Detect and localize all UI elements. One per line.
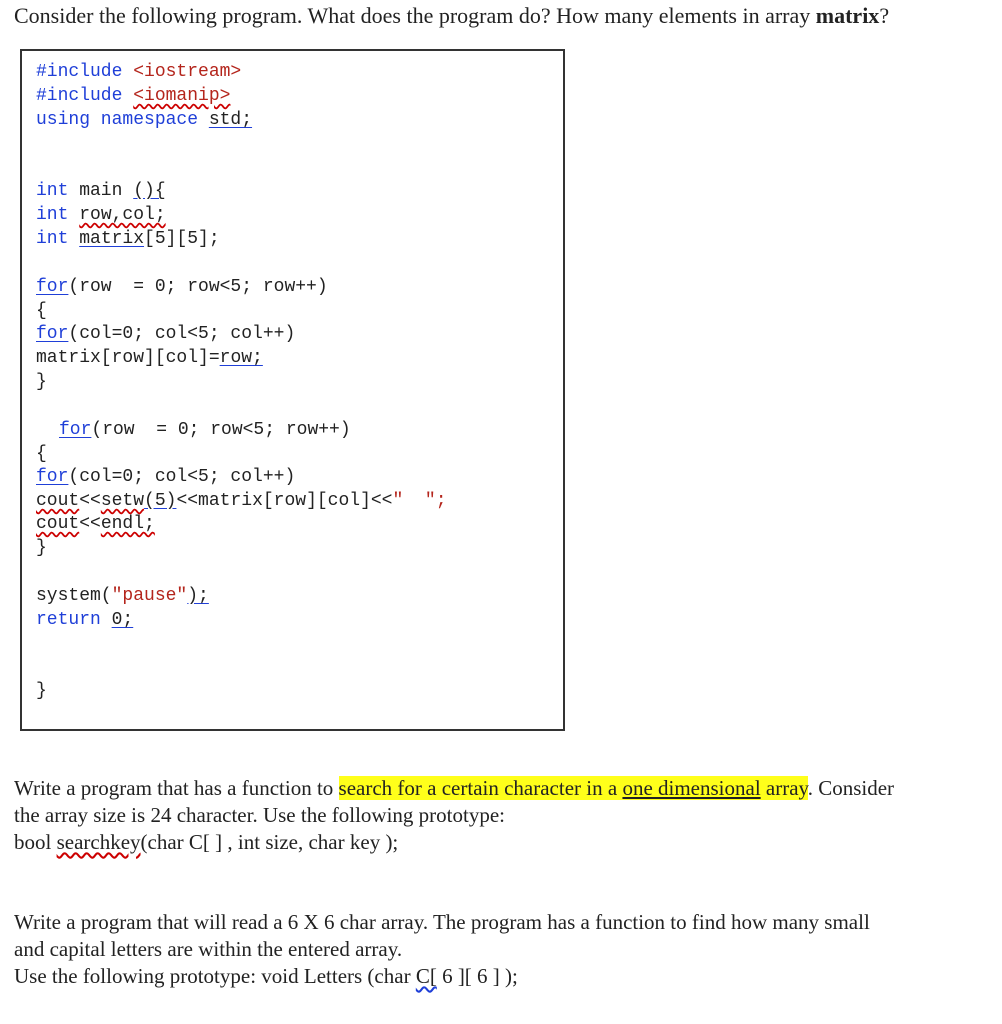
- code-line: }: [36, 372, 47, 392]
- code-line: int matrix[5][5];: [36, 229, 220, 249]
- question-1: [14, 3, 889, 29]
- question-2: [14, 775, 894, 856]
- q1-suffix: ?: [879, 3, 890, 28]
- q1-text: Consider the following program. What does the program do? How many elements in array: [14, 3, 816, 28]
- code-line: for(row = 0; row<5; row++): [36, 277, 328, 297]
- code-line: system("pause");: [36, 586, 209, 606]
- q2-line-2: the array size is 24 character. Use the following prototype:: [14, 803, 505, 827]
- code-line: {: [36, 444, 47, 464]
- q3-line-3: Use the following prototype: void Letters (char C[ 6 ][ 6 ] );: [14, 964, 518, 988]
- code-line: #include <iostream>: [36, 62, 242, 82]
- question-3: [14, 909, 870, 990]
- code-line: }: [36, 538, 47, 558]
- code-line: using namespace std;: [36, 110, 253, 130]
- q3-line-1: Write a program that will read a 6 X 6 char array. The program has a function to find how many small: [14, 910, 870, 934]
- code-line: matrix[row][col]=row;: [36, 348, 263, 368]
- code-line: return 0;: [36, 610, 134, 630]
- q2-line-3: bool searchkey(char C[ ] , int size, char key );: [14, 830, 399, 854]
- code-line: cout<<setw(5)<<matrix[row][col]<<" ";: [36, 491, 447, 511]
- code-line: {: [36, 301, 47, 321]
- code-line: }: [36, 681, 47, 701]
- q3-line-2: and capital letters are within the entered array.: [14, 937, 403, 961]
- q1-bold-term: matrix: [815, 3, 880, 28]
- code-line: int main (){: [36, 181, 166, 201]
- code-line: for(col=0; col<5; col++): [36, 467, 296, 487]
- code-line: for(row = 0; row<5; row++): [59, 420, 351, 440]
- code-line: cout<<endl;: [36, 514, 155, 534]
- code-line: int row,col;: [36, 205, 166, 225]
- q2-line-1: Write a program that has a function to search for a certain character in a one dimensional array. Consider: [14, 776, 895, 800]
- code-line: for(col=0; col<5; col++): [36, 324, 296, 344]
- code-line: #include <iomanip>: [36, 86, 231, 106]
